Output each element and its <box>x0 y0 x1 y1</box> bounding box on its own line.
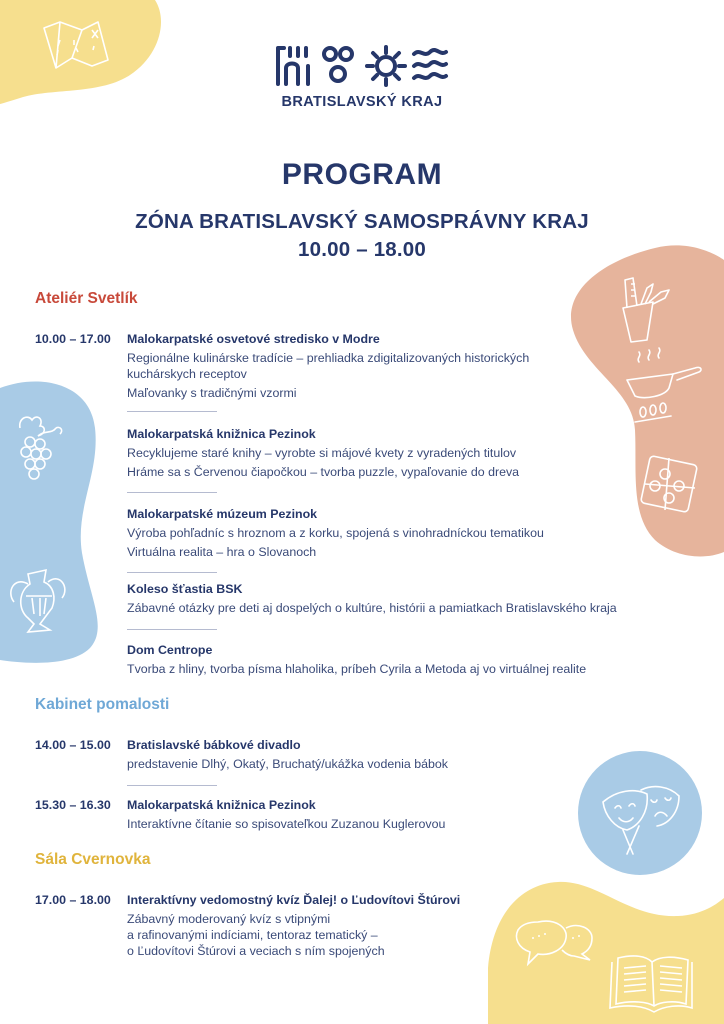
entry-time: 15.30 – 16.30 <box>35 798 111 812</box>
entry-description: predstavenie Dlhý, Okatý, Bruchatý/ukážka vodenia bábok <box>127 757 448 771</box>
entry-organizer: Dom Centrope <box>127 643 213 657</box>
entry-description: Interaktívne čítanie so spisovateľkou Zuzanou Kuglerovou <box>127 817 446 831</box>
entry-description: Tvorba z hliny, tvorba písma hlaholika, príbeh Cyrila a Metoda aj vo virtuálnej realite <box>127 662 587 676</box>
bratislava-region-logo <box>272 44 452 110</box>
entry-description: Maľovanky s tradičnými vzormi <box>127 386 297 400</box>
entry-time: 17.00 – 18.00 <box>35 893 111 907</box>
entry-description: Výroba pohľadníc s hroznom a z korku, spojená s vinohradníckou tematikou <box>127 526 544 540</box>
section-title-sala-cvernovka: Sála Cvernovka <box>35 851 151 868</box>
entry-description: Zábavný moderovaný kvíz s vtipnými <box>127 912 331 926</box>
entry-description: Regionálne kulinárske tradície – prehliadka zdigitalizovaných historických kuchárskych receptov <box>127 351 530 381</box>
entry-description: a rafinovanými indíciami, tentoraz tematický – <box>127 928 378 942</box>
divider <box>127 492 217 493</box>
section-title-atelier-svetlik: Ateliér Svetlík <box>35 290 138 307</box>
zone-name: ZÓNA BRATISLAVSKÝ SAMOSPRÁVNY KRAJ <box>135 210 589 233</box>
logo-mark-icon <box>274 44 450 88</box>
page-subtitle <box>0 208 724 264</box>
divider <box>127 572 217 573</box>
entry-organizer: Koleso šťastia BSK <box>127 582 243 596</box>
entry-description: Hráme sa s Červenou čiapočkou – tvorba puzzle, vypaľovanie do dreva <box>127 465 520 479</box>
entry-description: o Ľudovítovi Štúrovi a veciach s ním spojených <box>127 944 385 958</box>
entry-time: 14.00 – 15.00 <box>35 738 111 752</box>
page-title: PROGRAM <box>281 158 443 191</box>
entry-description: Zábavné otázky pre deti aj dospelých o kultúre, histórii a pamiatkach Bratislavského kraja <box>127 601 617 615</box>
divider <box>127 629 217 630</box>
entry-organizer: Interaktívny vedomostný kvíz Ďalej! o Ľudovítovi Štúrovi <box>127 893 461 907</box>
entry-organizer: Malokarpatské múzeum Pezinok <box>127 507 318 521</box>
entry-description: Recyklujeme staré knihy – vyrobte si májové kvety z vyradených titulov <box>127 446 517 460</box>
entry-description: Virtuálna realita – hra o Slovanoch <box>127 545 317 559</box>
entry-organizer: Malokarpatská knižnica Pezinok <box>127 427 316 441</box>
divider <box>127 785 217 786</box>
entry-organizer: Malokarpatské osvetové stredisko v Modre <box>127 332 380 346</box>
divider <box>127 411 217 412</box>
entry-organizer: Bratislavské bábkové divadlo <box>127 738 301 752</box>
entry-time: 10.00 – 17.00 <box>35 332 111 346</box>
entry-organizer: Malokarpatská knižnica Pezinok <box>127 798 316 812</box>
opening-hours: 10.00 – 18.00 <box>298 238 426 261</box>
section-title-kabinet-pomalosti: Kabinet pomalosti <box>35 696 170 713</box>
logo-text: BRATISLAVSKÝ KRAJ <box>281 94 443 110</box>
